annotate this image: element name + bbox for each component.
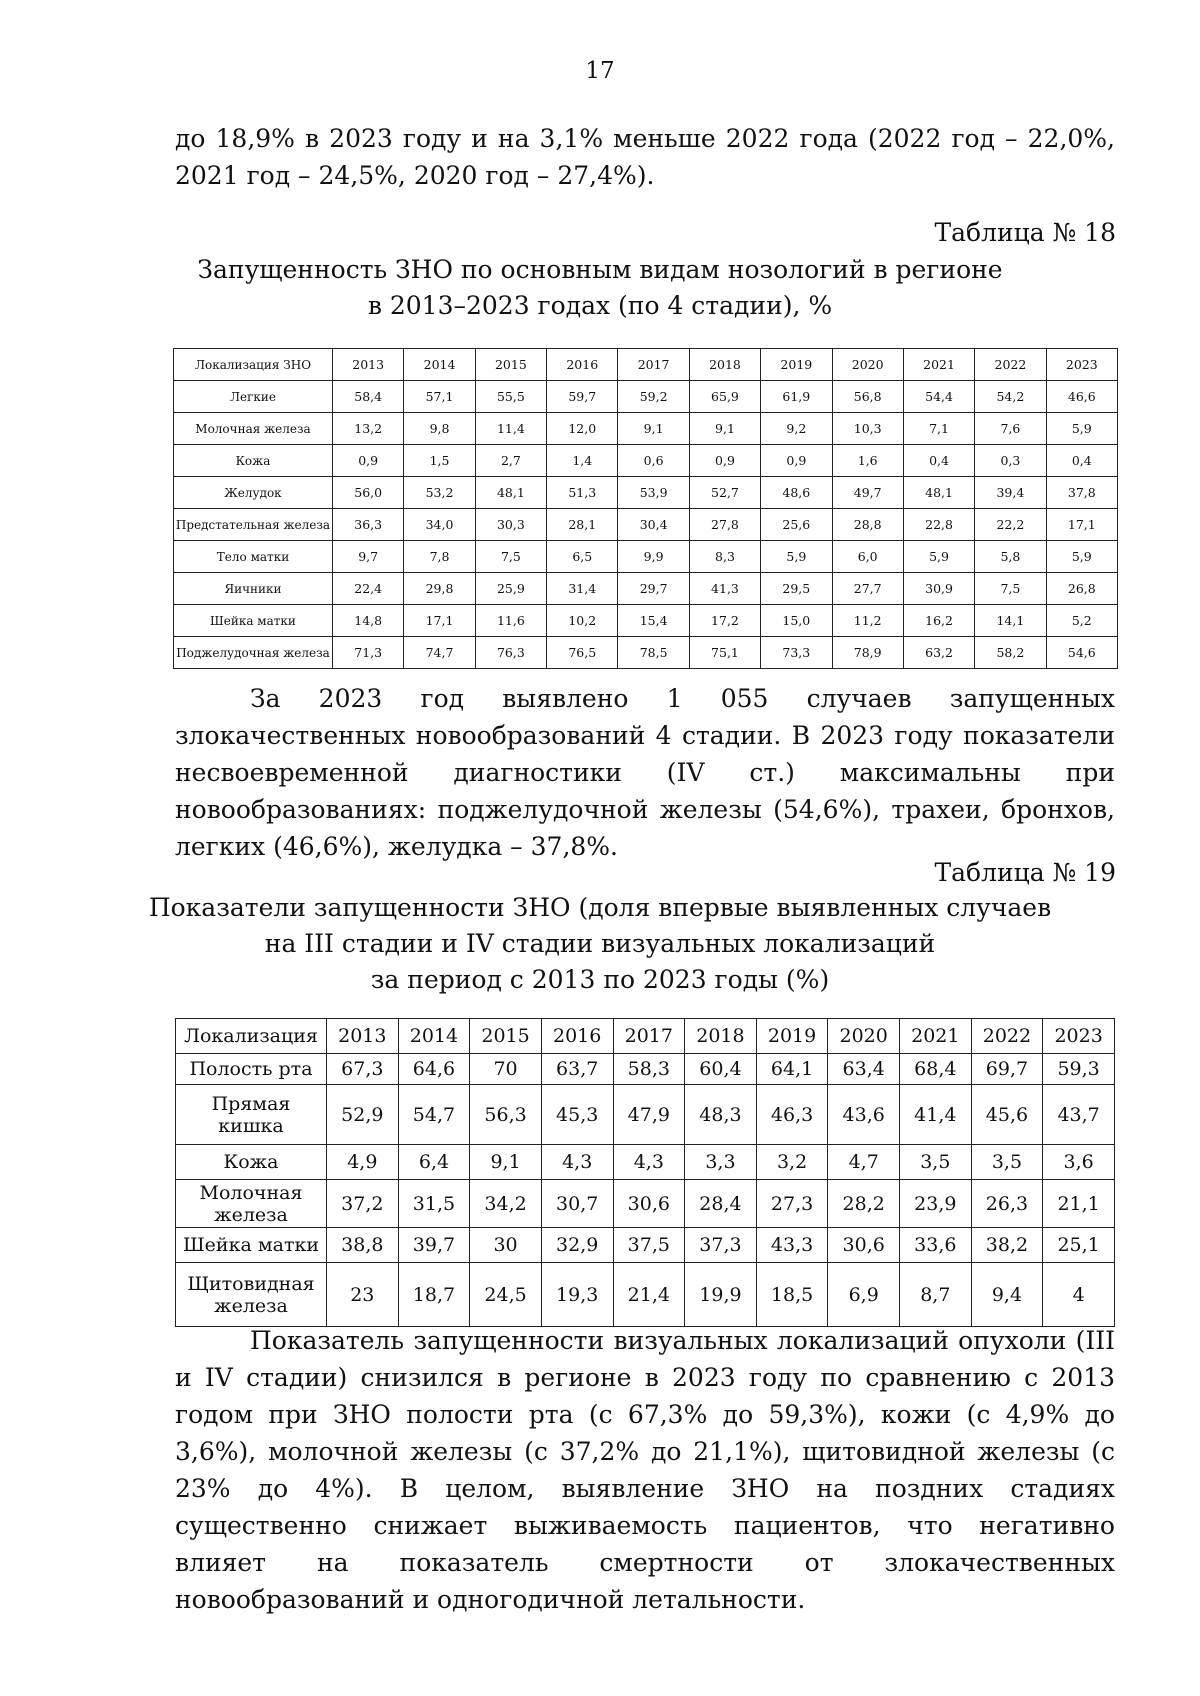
table-18-caption-line2: в 2013–2023 годах (по 4 стадии), % bbox=[367, 291, 833, 320]
table-18-header-cell: 2017 bbox=[618, 349, 689, 381]
value-cell: 30 bbox=[470, 1228, 542, 1263]
value-cell: 30,9 bbox=[903, 573, 974, 605]
value-cell: 53,9 bbox=[618, 477, 689, 509]
value-cell: 54,7 bbox=[398, 1085, 470, 1145]
value-cell: 17,1 bbox=[1046, 509, 1117, 541]
table-19 bbox=[175, 1018, 1115, 1327]
value-cell: 7,1 bbox=[903, 413, 974, 445]
value-cell: 3,3 bbox=[685, 1145, 757, 1180]
value-cell: 2,7 bbox=[475, 445, 546, 477]
row-label-cell: Щитовидная железа bbox=[176, 1263, 327, 1327]
value-cell: 27,7 bbox=[832, 573, 903, 605]
table-row bbox=[174, 573, 1118, 605]
value-cell: 19,9 bbox=[685, 1263, 757, 1327]
value-cell: 28,8 bbox=[832, 509, 903, 541]
value-cell: 45,3 bbox=[541, 1085, 613, 1145]
table-19-body bbox=[176, 1054, 1115, 1327]
value-cell: 65,9 bbox=[689, 381, 760, 413]
value-cell: 29,7 bbox=[618, 573, 689, 605]
value-cell: 9,9 bbox=[618, 541, 689, 573]
value-cell: 11,4 bbox=[475, 413, 546, 445]
table-row bbox=[176, 1085, 1115, 1145]
table-19-header-cell: 2018 bbox=[685, 1019, 757, 1054]
value-cell: 5,2 bbox=[1046, 605, 1117, 637]
table-row bbox=[174, 637, 1118, 669]
table-18-header-cell: 2015 bbox=[475, 349, 546, 381]
row-label-cell: Молочная железа bbox=[174, 413, 333, 445]
value-cell: 63,2 bbox=[903, 637, 974, 669]
value-cell: 43,6 bbox=[828, 1085, 900, 1145]
value-cell: 70 bbox=[470, 1054, 542, 1085]
value-cell: 64,6 bbox=[398, 1054, 470, 1085]
value-cell: 59,2 bbox=[618, 381, 689, 413]
table-19-header-cell: 2014 bbox=[398, 1019, 470, 1054]
table-row bbox=[176, 1180, 1115, 1228]
table-18-header-cell: 2020 bbox=[832, 349, 903, 381]
table-row bbox=[176, 1228, 1115, 1263]
row-label-cell: Яичники bbox=[174, 573, 333, 605]
value-cell: 57,1 bbox=[404, 381, 475, 413]
value-cell: 8,7 bbox=[900, 1263, 972, 1327]
value-cell: 76,5 bbox=[547, 637, 618, 669]
value-cell: 18,5 bbox=[756, 1263, 828, 1327]
value-cell: 30,3 bbox=[475, 509, 546, 541]
page-number: 17 bbox=[585, 58, 615, 84]
value-cell: 23,9 bbox=[900, 1180, 972, 1228]
value-cell: 30,4 bbox=[618, 509, 689, 541]
value-cell: 10,3 bbox=[832, 413, 903, 445]
table-row bbox=[174, 445, 1118, 477]
table-18-header-cell: 2016 bbox=[547, 349, 618, 381]
value-cell: 58,3 bbox=[613, 1054, 685, 1085]
table-18-header-row bbox=[174, 349, 1118, 381]
paragraph-stage4-summary: За 2023 год выявлено 1 055 случаев запущенных злокачественных новообразований 4 стадии. В 2023 году показатели несвоевременной диагностики (IV ст.) максимальны при новообразованиях: поджелудочной железы (54,6%), трахеи, бронхов, легких (46,6%), желудка – 37,8%. bbox=[175, 684, 1115, 861]
value-cell: 17,1 bbox=[404, 605, 475, 637]
value-cell: 6,5 bbox=[547, 541, 618, 573]
value-cell: 34,2 bbox=[470, 1180, 542, 1228]
table-row bbox=[174, 413, 1118, 445]
value-cell: 26,8 bbox=[1046, 573, 1117, 605]
value-cell: 0,4 bbox=[1046, 445, 1117, 477]
value-cell: 67,3 bbox=[327, 1054, 399, 1085]
value-cell: 28,1 bbox=[547, 509, 618, 541]
value-cell: 3,5 bbox=[900, 1145, 972, 1180]
value-cell: 54,6 bbox=[1046, 637, 1117, 669]
value-cell: 1,6 bbox=[832, 445, 903, 477]
value-cell: 7,5 bbox=[475, 541, 546, 573]
value-cell: 19,3 bbox=[541, 1263, 613, 1327]
value-cell: 0,3 bbox=[975, 445, 1046, 477]
value-cell: 29,8 bbox=[404, 573, 475, 605]
value-cell: 22,2 bbox=[975, 509, 1046, 541]
row-label-cell: Шейка матки bbox=[174, 605, 333, 637]
value-cell: 48,3 bbox=[685, 1085, 757, 1145]
value-cell: 38,8 bbox=[327, 1228, 399, 1263]
table-19-header-cell: 2017 bbox=[613, 1019, 685, 1054]
value-cell: 22,4 bbox=[333, 573, 404, 605]
value-cell: 64,1 bbox=[756, 1054, 828, 1085]
value-cell: 6,4 bbox=[398, 1145, 470, 1180]
value-cell: 34,0 bbox=[404, 509, 475, 541]
value-cell: 0,4 bbox=[903, 445, 974, 477]
row-label-cell: Полость рта bbox=[176, 1054, 327, 1085]
value-cell: 9,4 bbox=[971, 1263, 1043, 1327]
value-cell: 14,1 bbox=[975, 605, 1046, 637]
value-cell: 59,3 bbox=[1043, 1054, 1115, 1085]
table-row bbox=[174, 381, 1118, 413]
table-row bbox=[176, 1263, 1115, 1327]
value-cell: 45,6 bbox=[971, 1085, 1043, 1145]
value-cell: 7,8 bbox=[404, 541, 475, 573]
value-cell: 58,2 bbox=[975, 637, 1046, 669]
value-cell: 7,5 bbox=[975, 573, 1046, 605]
value-cell: 14,8 bbox=[333, 605, 404, 637]
value-cell: 25,1 bbox=[1043, 1228, 1115, 1263]
value-cell: 9,2 bbox=[761, 413, 832, 445]
table-19-caption bbox=[0, 890, 1200, 998]
table-19-header-row bbox=[176, 1019, 1115, 1054]
value-cell: 16,2 bbox=[903, 605, 974, 637]
value-cell: 51,3 bbox=[547, 477, 618, 509]
value-cell: 52,7 bbox=[689, 477, 760, 509]
value-cell: 25,6 bbox=[761, 509, 832, 541]
table-19-header-cell: 2021 bbox=[900, 1019, 972, 1054]
value-cell: 47,9 bbox=[613, 1085, 685, 1145]
value-cell: 9,1 bbox=[618, 413, 689, 445]
table-18-header-cell: 2022 bbox=[975, 349, 1046, 381]
value-cell: 13,2 bbox=[333, 413, 404, 445]
row-label-cell: Желудок bbox=[174, 477, 333, 509]
value-cell: 56,0 bbox=[333, 477, 404, 509]
value-cell: 6,9 bbox=[828, 1263, 900, 1327]
value-cell: 73,3 bbox=[761, 637, 832, 669]
value-cell: 38,2 bbox=[971, 1228, 1043, 1263]
row-label-cell: Молочная железа bbox=[176, 1180, 327, 1228]
value-cell: 63,4 bbox=[828, 1054, 900, 1085]
value-cell: 4 bbox=[1043, 1263, 1115, 1327]
row-label-cell: Поджелудочная железа bbox=[174, 637, 333, 669]
value-cell: 7,6 bbox=[975, 413, 1046, 445]
value-cell: 5,9 bbox=[1046, 413, 1117, 445]
value-cell: 48,6 bbox=[761, 477, 832, 509]
value-cell: 43,3 bbox=[756, 1228, 828, 1263]
value-cell: 21,4 bbox=[613, 1263, 685, 1327]
value-cell: 4,7 bbox=[828, 1145, 900, 1180]
value-cell: 4,9 bbox=[327, 1145, 399, 1180]
table-19-label: Таблица № 19 bbox=[934, 858, 1116, 887]
value-cell: 71,3 bbox=[333, 637, 404, 669]
table-19-header-cell: 2023 bbox=[1043, 1019, 1115, 1054]
table-row bbox=[174, 477, 1118, 509]
table-18-caption-line1: Запущенность ЗНО по основным видам нозологий в регионе bbox=[197, 255, 1003, 284]
value-cell: 37,5 bbox=[613, 1228, 685, 1263]
value-cell: 4,3 bbox=[541, 1145, 613, 1180]
value-cell: 25,9 bbox=[475, 573, 546, 605]
table-19-caption-line2: на III стадии и IV стадии визуальных локализаций bbox=[264, 929, 936, 958]
value-cell: 46,6 bbox=[1046, 381, 1117, 413]
value-cell: 61,9 bbox=[761, 381, 832, 413]
value-cell: 37,3 bbox=[685, 1228, 757, 1263]
table-18-header-cell: 2013 bbox=[333, 349, 404, 381]
value-cell: 36,3 bbox=[333, 509, 404, 541]
value-cell: 9,8 bbox=[404, 413, 475, 445]
value-cell: 5,9 bbox=[1046, 541, 1117, 573]
value-cell: 27,8 bbox=[689, 509, 760, 541]
value-cell: 31,5 bbox=[398, 1180, 470, 1228]
table-19-caption-line3: за период с 2013 по 2023 годы (%) bbox=[370, 965, 830, 994]
value-cell: 39,7 bbox=[398, 1228, 470, 1263]
value-cell: 15,0 bbox=[761, 605, 832, 637]
value-cell: 3,6 bbox=[1043, 1145, 1115, 1180]
value-cell: 49,7 bbox=[832, 477, 903, 509]
value-cell: 5,8 bbox=[975, 541, 1046, 573]
value-cell: 5,9 bbox=[761, 541, 832, 573]
table-19-header-cell: 2020 bbox=[828, 1019, 900, 1054]
table-19-header-cell: 2015 bbox=[470, 1019, 542, 1054]
value-cell: 21,1 bbox=[1043, 1180, 1115, 1228]
value-cell: 11,6 bbox=[475, 605, 546, 637]
value-cell: 32,9 bbox=[541, 1228, 613, 1263]
table-18-header-cell: 2014 bbox=[404, 349, 475, 381]
value-cell: 56,8 bbox=[832, 381, 903, 413]
table-18-caption bbox=[0, 252, 1200, 324]
value-cell: 9,7 bbox=[333, 541, 404, 573]
value-cell: 54,4 bbox=[903, 381, 974, 413]
table-18-body bbox=[174, 381, 1118, 669]
value-cell: 31,4 bbox=[547, 573, 618, 605]
value-cell: 17,2 bbox=[689, 605, 760, 637]
value-cell: 29,5 bbox=[761, 573, 832, 605]
table-18 bbox=[173, 348, 1118, 669]
value-cell: 4,3 bbox=[613, 1145, 685, 1180]
row-label-cell: Кожа bbox=[176, 1145, 327, 1180]
value-cell: 22,8 bbox=[903, 509, 974, 541]
value-cell: 30,6 bbox=[828, 1228, 900, 1263]
value-cell: 58,4 bbox=[333, 381, 404, 413]
value-cell: 63,7 bbox=[541, 1054, 613, 1085]
table-row bbox=[176, 1145, 1115, 1180]
value-cell: 9,1 bbox=[470, 1145, 542, 1180]
value-cell: 18,7 bbox=[398, 1263, 470, 1327]
table-row bbox=[176, 1054, 1115, 1085]
table-18-header-cell: 2018 bbox=[689, 349, 760, 381]
paragraph-intro: до 18,9% в 2023 году и на 3,1% меньше 2022 года (2022 год – 22,0%, 2021 год – 24,5%, 2020 год – 27,4%). bbox=[175, 124, 1115, 190]
value-cell: 78,9 bbox=[832, 637, 903, 669]
value-cell: 1,4 bbox=[547, 445, 618, 477]
value-cell: 60,4 bbox=[685, 1054, 757, 1085]
table-18-header-cell: Локализация ЗНО bbox=[174, 349, 333, 381]
row-label-cell: Прямая кишка bbox=[176, 1085, 327, 1145]
value-cell: 27,3 bbox=[756, 1180, 828, 1228]
value-cell: 76,3 bbox=[475, 637, 546, 669]
table-19-caption-line1: Показатели запущенности ЗНО (доля впервые выявленных случаев bbox=[148, 893, 1052, 922]
value-cell: 75,1 bbox=[689, 637, 760, 669]
value-cell: 3,2 bbox=[756, 1145, 828, 1180]
table-19-header-cell: 2016 bbox=[541, 1019, 613, 1054]
value-cell: 55,5 bbox=[475, 381, 546, 413]
value-cell: 41,3 bbox=[689, 573, 760, 605]
row-label-cell: Кожа bbox=[174, 445, 333, 477]
value-cell: 28,4 bbox=[685, 1180, 757, 1228]
value-cell: 0,9 bbox=[761, 445, 832, 477]
table-19-header-cell: Локализация bbox=[176, 1019, 327, 1054]
value-cell: 3,5 bbox=[971, 1145, 1043, 1180]
value-cell: 26,3 bbox=[971, 1180, 1043, 1228]
value-cell: 54,2 bbox=[975, 381, 1046, 413]
table-row bbox=[174, 509, 1118, 541]
value-cell: 6,0 bbox=[832, 541, 903, 573]
table-18-label: Таблица № 18 bbox=[934, 218, 1116, 247]
value-cell: 56,3 bbox=[470, 1085, 542, 1145]
value-cell: 74,7 bbox=[404, 637, 475, 669]
value-cell: 30,7 bbox=[541, 1180, 613, 1228]
value-cell: 8,3 bbox=[689, 541, 760, 573]
table-19-header-cell: 2013 bbox=[327, 1019, 399, 1054]
row-label-cell: Легкие bbox=[174, 381, 333, 413]
value-cell: 48,1 bbox=[903, 477, 974, 509]
value-cell: 69,7 bbox=[971, 1054, 1043, 1085]
value-cell: 41,4 bbox=[900, 1085, 972, 1145]
value-cell: 43,7 bbox=[1043, 1085, 1115, 1145]
value-cell: 52,9 bbox=[327, 1085, 399, 1145]
value-cell: 0,6 bbox=[618, 445, 689, 477]
table-18-header-cell: 2021 bbox=[903, 349, 974, 381]
value-cell: 12,0 bbox=[547, 413, 618, 445]
value-cell: 46,3 bbox=[756, 1085, 828, 1145]
value-cell: 39,4 bbox=[975, 477, 1046, 509]
table-row bbox=[174, 541, 1118, 573]
value-cell: 30,6 bbox=[613, 1180, 685, 1228]
table-18-header-cell: 2019 bbox=[761, 349, 832, 381]
row-label-cell: Предстательная железа bbox=[174, 509, 333, 541]
value-cell: 9,1 bbox=[689, 413, 760, 445]
table-19-header-cell: 2019 bbox=[756, 1019, 828, 1054]
paragraph-conclusion: Показатель запущенности визуальных локализаций опухоли (III и IV стадии) снизился в регионе в 2023 году по сравнению с 2013 годом при ЗНО полости рта (с 67,3% до 59,3%), кожи (с 4,9% до 3,6%), молочной железы (с 37,2% до 21,1%), щитовидной железы (с 23% до 4%). В целом, выявление ЗНО на поздних стадиях существенно снижает выживаемость пациентов, что негативно влияет на показатель смертности от злокачественных новообразований и одногодичной летальности. bbox=[175, 1326, 1115, 1614]
row-label-cell: Шейка матки bbox=[176, 1228, 327, 1263]
table-18-header-cell: 2023 bbox=[1046, 349, 1117, 381]
value-cell: 11,2 bbox=[832, 605, 903, 637]
value-cell: 0,9 bbox=[689, 445, 760, 477]
value-cell: 59,7 bbox=[547, 381, 618, 413]
row-label-cell: Тело матки bbox=[174, 541, 333, 573]
value-cell: 1,5 bbox=[404, 445, 475, 477]
value-cell: 68,4 bbox=[900, 1054, 972, 1085]
value-cell: 48,1 bbox=[475, 477, 546, 509]
value-cell: 24,5 bbox=[470, 1263, 542, 1327]
value-cell: 37,8 bbox=[1046, 477, 1117, 509]
value-cell: 28,2 bbox=[828, 1180, 900, 1228]
value-cell: 78,5 bbox=[618, 637, 689, 669]
value-cell: 10,2 bbox=[547, 605, 618, 637]
value-cell: 5,9 bbox=[903, 541, 974, 573]
value-cell: 15,4 bbox=[618, 605, 689, 637]
value-cell: 53,2 bbox=[404, 477, 475, 509]
table-19-header-cell: 2022 bbox=[971, 1019, 1043, 1054]
value-cell: 0,9 bbox=[333, 445, 404, 477]
value-cell: 33,6 bbox=[900, 1228, 972, 1263]
value-cell: 37,2 bbox=[327, 1180, 399, 1228]
value-cell: 23 bbox=[327, 1263, 399, 1327]
table-row bbox=[174, 605, 1118, 637]
